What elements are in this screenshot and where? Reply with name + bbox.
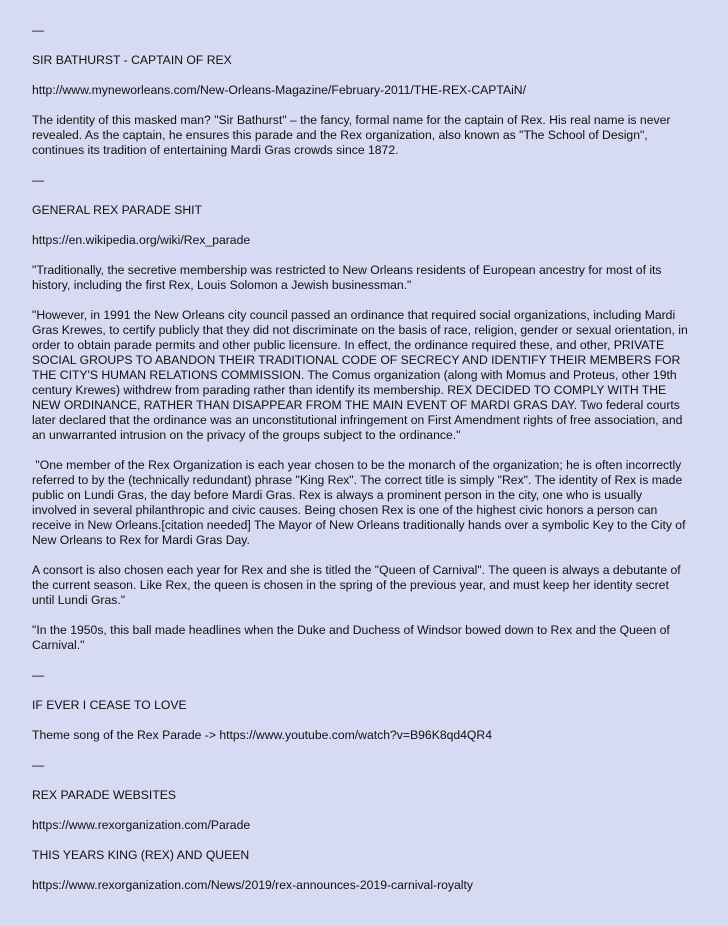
paragraph: "However, in 1991 the New Orleans city council passed an ordinance that required social organizations, including Mardi Gras Krewes, to certify publicly that they did not discriminate on the basis of race, religion, gender or sexual orientation, in order to obtain parade permits and other public licensure. In effect, the ordinance required these, and other, PRIVATE SOCIAL GROUPS TO ABANDON THEIR TRADITIONAL CODE OF SECRECY AND IDENTIFY THEIR MEMBERS FOR THE CITY'S HUMAN RELATIONS COMMISSION. The Comus organization (along with Momus and Proteus, other 19th century Krewes) withdrew from parading rather than identify its membership. REX DECIDED TO COMPLY WITH THE NEW ORDINANCE, RATHER THAN DISAPPEAR FROM THE MAIN EVENT OF MARDI GRAS DAY. Two federal courts later declared that the ordinance was an unconstitutional infringement on First Amendment rights of free association, and an unwarranted intrusion on the privacy of the groups subject to the ordinance." [32, 308, 692, 442]
separator: — [32, 173, 45, 187]
separator: — [32, 758, 45, 772]
separator: — [32, 23, 45, 37]
url-text: http://www.myneworleans.com/New-Orleans-Magazine/February-2011/THE-REX-CAPTAiN/ [32, 83, 526, 97]
section-heading: IF EVER I CEASE TO LOVE [32, 698, 187, 712]
paragraph: The identity of this masked man? "Sir Bathurst" – the fancy, formal name for the captain of Rex. His real name is never revealed. As the captain, he ensures this parade and the Rex organization, also known as "The School of Design", continues its tradition of entertaining Mardi Gras crowds since 1872. [32, 113, 674, 157]
separator: — [32, 668, 45, 682]
paragraph: "One member of the Rex Organization is each year chosen to be the monarch of the organization; he is often incorrectly referred to by the (technically redundant) phrase "King Rex". The correct title is simply "Rex". The identity of Rex is made public on Lundi Gras, the day before Mardi Gras. Rex is always a prominent person in the city, one who is usually involved in several philanthropic and civic causes. Being chosen Rex is one of the highest civic honors a person can receive in New Orleans.[citation needed] The Mayor of New Orleans traditionally hands over a symbolic Key to the City of New Orleans to Rex for Mardi Gras Day. [32, 458, 689, 547]
section-heading: SIR BATHURST - CAPTAIN OF REX [32, 53, 232, 67]
paragraph: "In the 1950s, this ball made headlines when the Duke and Duchess of Windsor bowed down to Rex and the Queen of Carnival." [32, 623, 674, 652]
url-text: https://www.rexorganization.com/Parade [32, 818, 251, 832]
paragraph: Theme song of the Rex Parade -> https://www.youtube.com/watch?v=B96K8qd4QR4 [32, 728, 492, 742]
url-text: https://www.rexorganization.com/News/2019/rex-announces-2019-carnival-royalty [32, 878, 473, 892]
section-heading: GENERAL REX PARADE SHIT [32, 203, 202, 217]
section-heading: REX PARADE WEBSITES [32, 788, 177, 802]
url-text: https://en.wikipedia.org/wiki/Rex_parade [32, 233, 251, 247]
paragraph: A consort is also chosen each year for Rex and she is titled the "Queen of Carnival". The queen is always a debutante of the current season. Like Rex, the queen is chosen in the spring of the previous year, and must keep her identity secret until Lundi Gras." [32, 563, 685, 607]
section-heading: THIS YEARS KING (REX) AND QUEEN [32, 848, 250, 862]
paragraph: "Traditionally, the secretive membership was restricted to New Orleans residents of European ancestry for most of its history, including the first Rex, Louis Solomon a Jewish businessman." [32, 263, 665, 292]
